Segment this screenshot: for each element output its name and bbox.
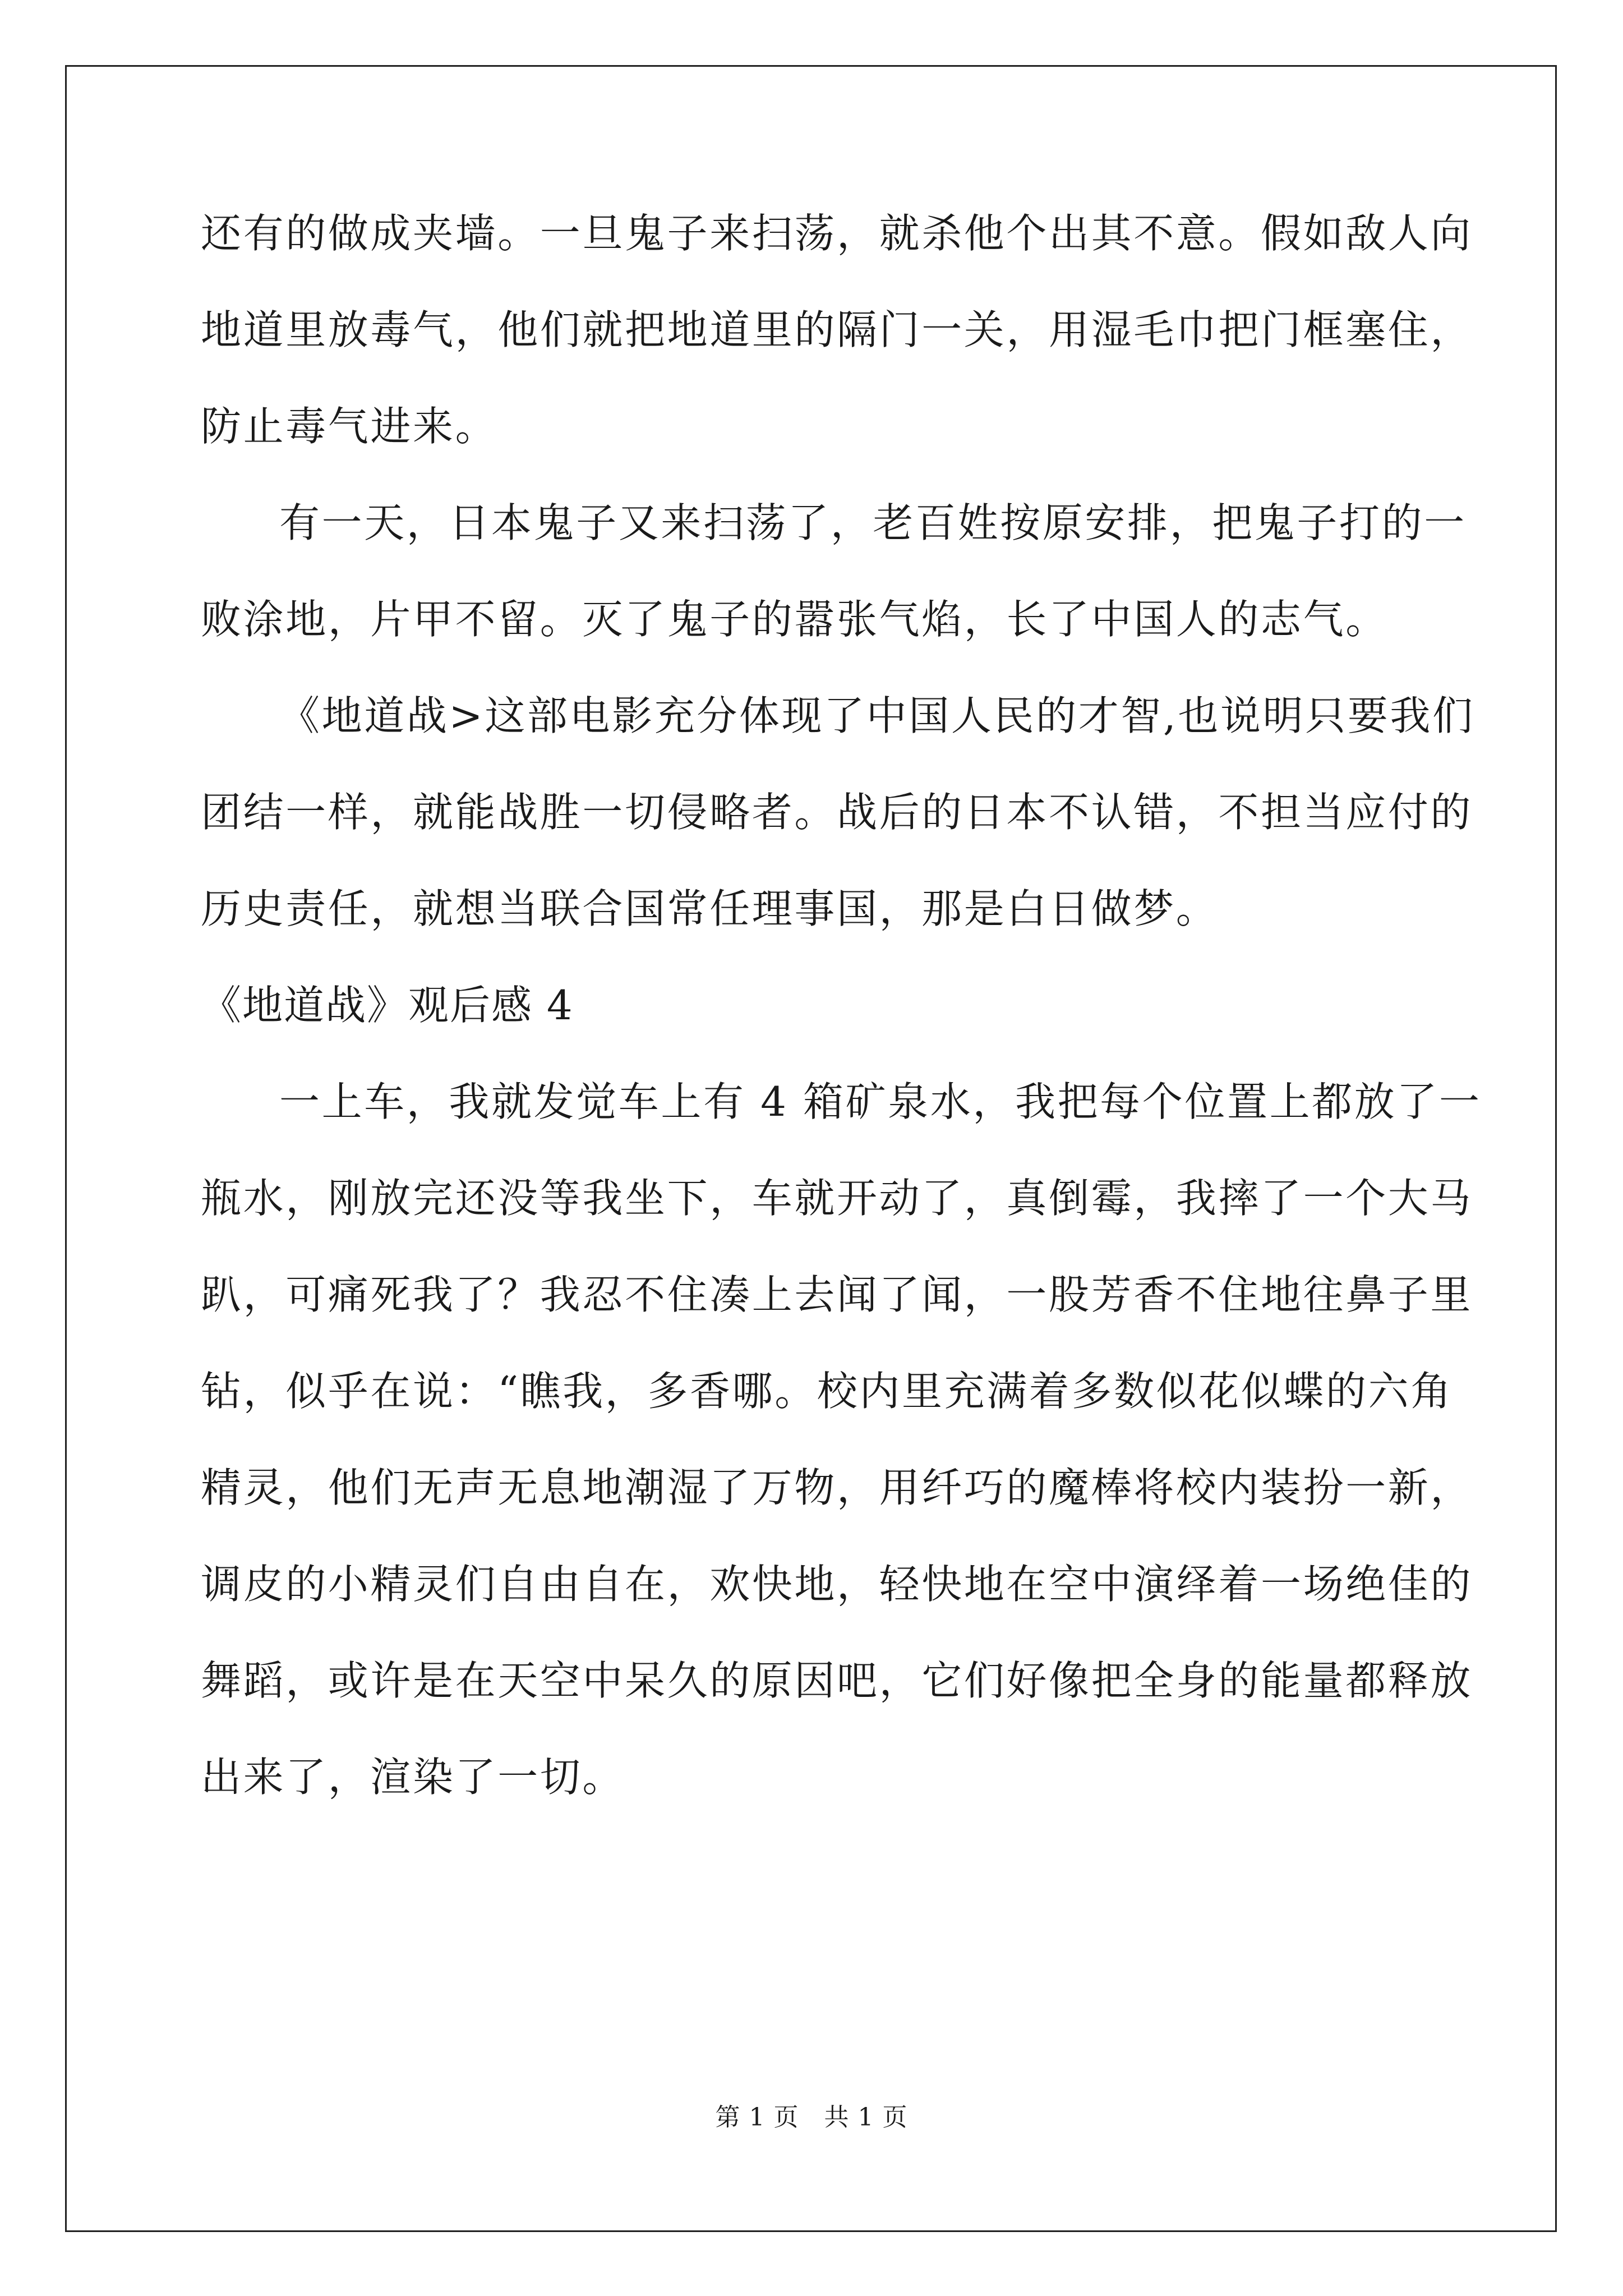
- text-line: 舞蹈，或许是在天空中呆久的原因吧，它们好像把全身的能量都释放: [201, 1657, 1473, 1704]
- page-footer: [0, 2101, 1623, 2134]
- section-heading: [201, 957, 1429, 1053]
- text-line: 出来了，渲染了一切。: [201, 1754, 625, 1801]
- text-line: 精灵，他们无声无息地潮湿了万物，用纤巧的魔棒将校内装扮一新，: [201, 1464, 1473, 1511]
- text-line: 有一天，日本鬼子又来扫荡了，老百姓按原安排，把鬼子打的一: [279, 499, 1467, 546]
- page-number: 第 1 页 共 1 页: [715, 2103, 908, 2132]
- text-line: 钻，似乎在说：“瞧我，多香哪。校内里充满着多数似花似蝶的六角: [201, 1368, 1453, 1415]
- text-line: 调皮的小精灵们自由自在，欢快地，轻快地在空中演绎着一场绝佳的: [201, 1561, 1473, 1608]
- document-body: [201, 185, 1482, 1825]
- text-line: 趴，可痛死我了？我忍不住凑上去闻了闻，一股芳香不住地往鼻子里: [201, 1271, 1473, 1318]
- paragraph-1: [201, 185, 1473, 475]
- text-line: 败涂地，片甲不留。灭了鬼子的嚣张气焰，长了中国人的志气。: [201, 596, 1388, 643]
- text-line: 团结一样，就能战胜一切侵略者。战后的日本不认错，不担当应付的: [201, 789, 1473, 836]
- text-line: 地道里放毒气，他们就把地道里的隔门一关，用湿毛巾把门框塞住，: [201, 306, 1473, 353]
- text-line: 瓶水，刚放完还没等我坐下，车就开动了，真倒霉，我摔了一个大马: [201, 1175, 1473, 1222]
- text-line: 还有的做成夹墙。一旦鬼子来扫荡，就杀他个出其不意。假如敌人向: [201, 210, 1473, 257]
- heading-text: 《地道战》观后感 4: [201, 982, 574, 1029]
- text-line: 一上车，我就发觉车上有 4 箱矿泉水，我把每个位置上都放了一: [279, 1078, 1482, 1125]
- text-line: 历史责任，就想当联合国常任理事国，那是白日做梦。: [201, 885, 1219, 932]
- paragraph-2: [201, 475, 1467, 668]
- paragraph-3: [201, 668, 1475, 957]
- paragraph-4: [201, 1053, 1482, 1825]
- text-line: 防止毒气进来。: [201, 403, 498, 450]
- text-line: 《地道战>这部电影充分体现了中国人民的才智,也说明只要我们: [279, 692, 1475, 739]
